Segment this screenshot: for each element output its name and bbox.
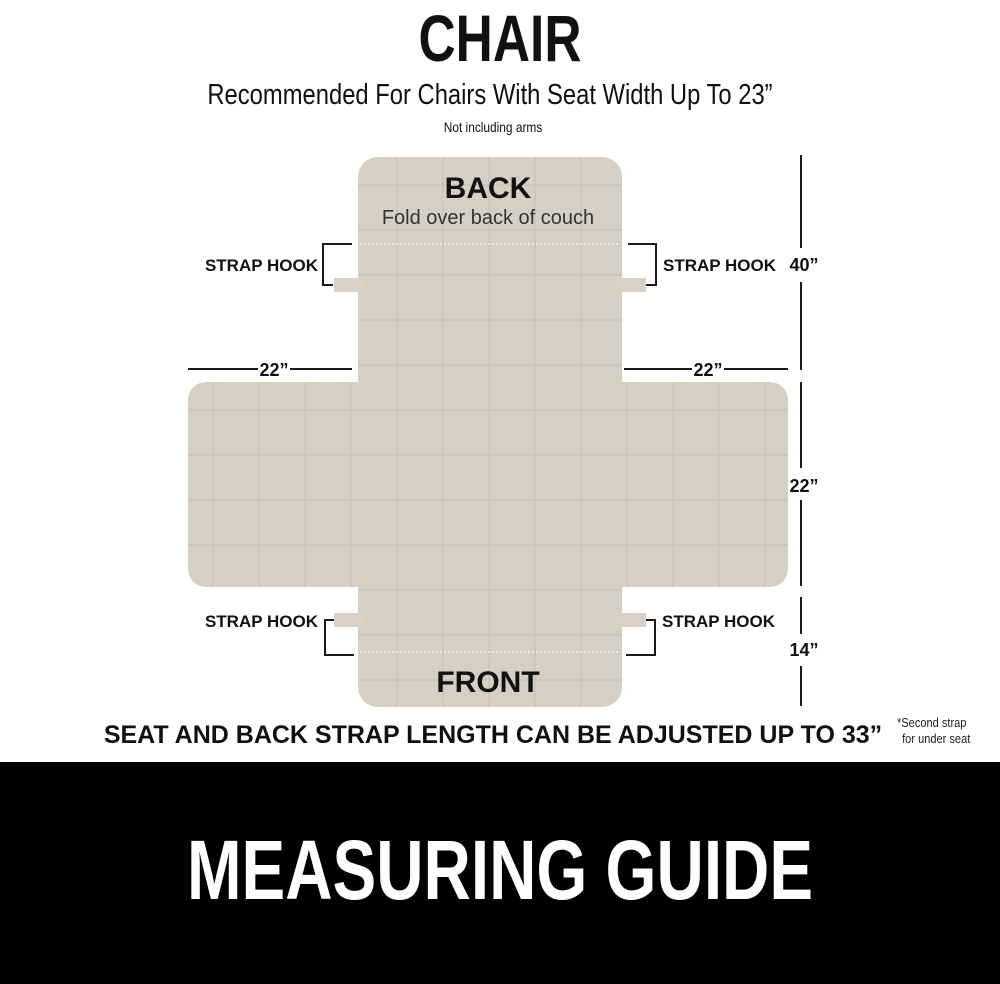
banner-title: MEASURING GUIDE: [186, 823, 814, 917]
right-arm-dim-label: 22”: [693, 360, 723, 380]
strap-tab-bottom-left: [334, 613, 364, 627]
back-instruction: Fold over back of couch: [381, 207, 595, 229]
strap-hook-label-bottom-right: STRAP HOOK: [662, 612, 776, 631]
footnote: [897, 715, 970, 747]
footnote-line-1: *Second strap: [897, 715, 967, 730]
strap-tab-top-left: [334, 278, 364, 292]
front-drop-label: 14”: [789, 640, 819, 660]
front-label: FRONT: [436, 666, 540, 699]
back-label: BACK: [444, 172, 532, 205]
strap-length-note: SEAT AND BACK STRAP LENGTH CAN BE ADJUSTED UP TO 33”: [103, 721, 883, 749]
strap-tab-top-right: [616, 278, 646, 292]
seat-depth-label: 22”: [789, 476, 819, 496]
arms-note: Not including arms: [443, 119, 543, 135]
left-arm-dim-label: 22”: [259, 360, 289, 380]
strap-hook-label-bottom-left: STRAP HOOK: [204, 612, 318, 631]
strap-hook-label-top-right: STRAP HOOK: [663, 256, 777, 275]
cover-arm-panel: [188, 382, 788, 587]
page-title: CHAIR: [418, 1, 582, 75]
strap-tab-bottom-right: [616, 613, 646, 627]
back-height-label: 40”: [789, 255, 819, 275]
strap-hook-label-top-left: STRAP HOOK: [204, 256, 318, 275]
subtitle: Recommended For Chairs With Seat Width Up To 23”: [207, 79, 773, 111]
footnote-line-2: for under seat: [902, 731, 971, 746]
